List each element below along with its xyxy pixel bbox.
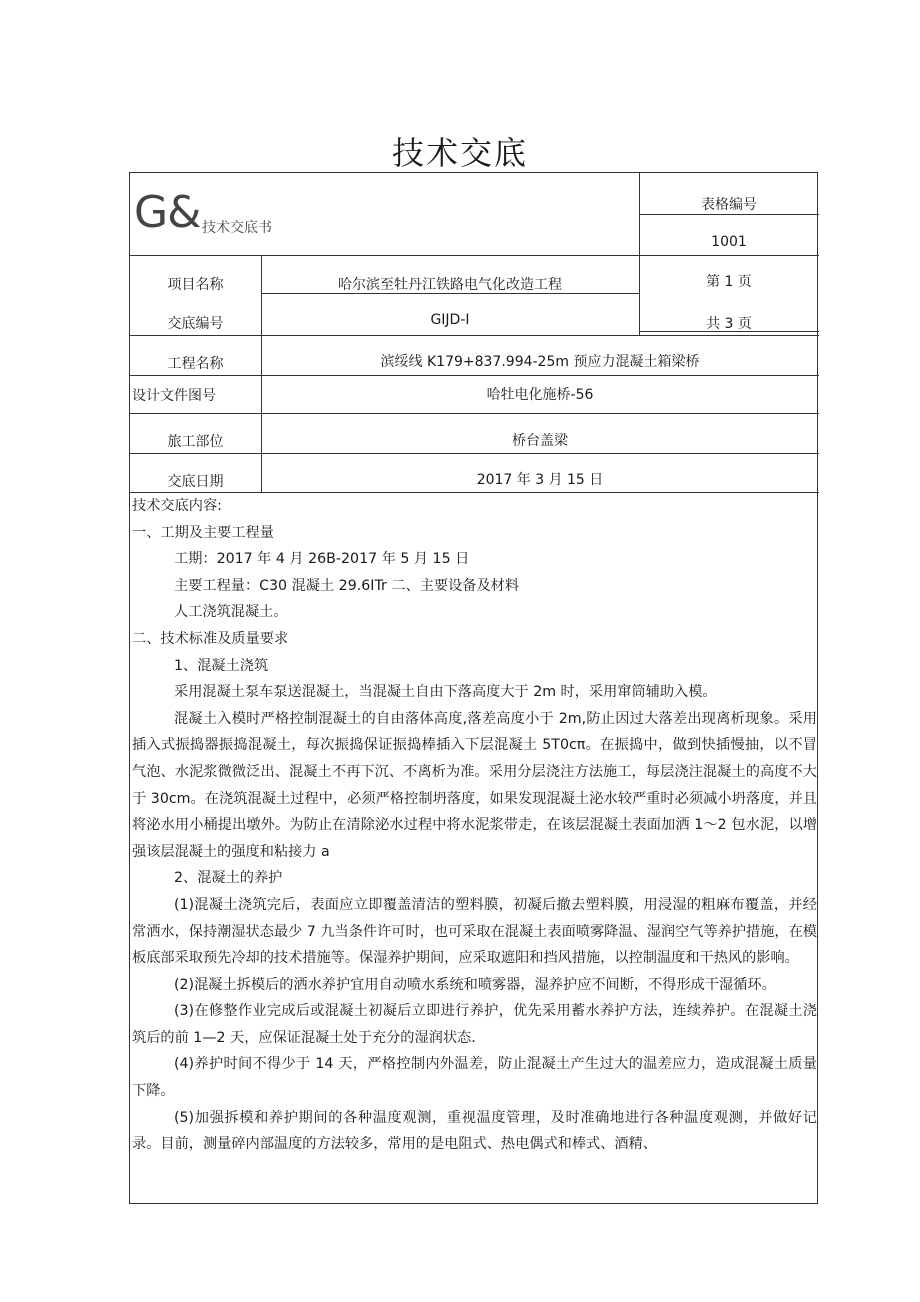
content-paragraph: (1)混凝土浇筑完后，表面应立即覆盖清洁的塑料膜，初凝后撤去塑料膜，用浸湿的粗麻布覆盖，并经常洒水，保持潮湿状态最少 7 九当条件许可时，也可采取在混凝土表面喷雾降温、湿润空气等养护措施，在模板底部采取预先冷却的技术措施等。保湿养护期间，应采取遮阳和挡风措施，以控制温度和干热风的影响。 [132,896,817,967]
divider [130,375,819,376]
content-line: 采用混凝土泵车泵送混凝土，当混凝土自由下落高度大于 2m 时，采用窜筒辅助入模。 [174,684,717,701]
divider [130,255,819,256]
page-total: 共 3 页 [706,316,752,332]
content-line: 二、技术标准及质量要求 [132,630,289,647]
content-paragraph: (5)加强拆模和养护期间的各种温度观测，重视温度管理，及时准确地进行各种温度观测，并做好记录。目前，测量碎内部温度的方法较多，常用的是电阻式、热电偶式和棒式、酒精、 [132,1109,817,1153]
disclosure-content [132,493,817,1158]
work-part-label: 旅工部位 [167,434,224,450]
work-name-label: 工程名称 [167,356,224,372]
content-line: 2、混凝土的养护 [174,870,283,887]
logo-subtitle: 技术交底书 [202,220,272,236]
content-paragraph: (3)在修整作业完成后或混凝土初凝后立即进行养护，优先采用蓄水养护方法，连续养护。在混凝土浇筑后的前 1—2 天，应保证混凝土处于充分的湿润状态. [132,1003,817,1046]
divider [130,335,819,336]
form-number-value: 1001 [711,234,747,250]
divider [130,413,819,414]
disclosure-date-value: 2017 年 3 月 15 日 [476,472,604,488]
project-name-value: 哈尔滨至牡丹江铁路电气化改造工程 [338,277,562,293]
disclosure-date-label: 交底日期 [167,474,224,490]
content-line: 人工浇筑混凝土。 [174,604,288,621]
content-paragraph: 混凝土入模时严格控制混凝土的自由落体高度,落差高度小于 2m,防止因过大落差出现离析现象。采用插入式振捣器振捣混凝土，每次振捣保证振捣棒插入下层混凝土 5T0cπ。在振捣中，做到快插慢抽，以不冒气泡、水泥浆微微泛出、混凝土不再下沉、不离析为准。采用分层浇注方法施工，每层浇注混凝土的高度不大于 30cm。在浇筑混凝土过程中，必须严格控制坍落度，如果发现混凝土泌水较严重时必须减小坍落度，并且将泌水用小桶提出墩外。为防止在清除泌水过程中将水泥浆带走，在该层混凝土表面加洒 1〜2 包水泥，以增强该层混凝土的强度和粘接力 a [132,710,817,860]
disclosure-form [129,172,818,1204]
content-line: 工期：2017 年 4 月 26B-2017 年 5 月 15 日 [174,551,470,568]
disclosure-no-value: GIJD-I [430,312,470,328]
work-name-value: 滨绥线 K179+837.994-25m 预应力混凝土箱梁桥 [380,354,700,370]
page-title: 技术交底 [391,134,528,172]
content-paragraph: (4)养护时间不得少于 14 天，严格控制内外温差，防止混凝土产生过大的温差应力，造成混凝土质量下降。 [132,1056,817,1100]
drawing-no-label: 设计文件图号 [132,388,216,404]
content-paragraph: (2)混凝土拆模后的洒水养护宜用自动喷水系统和喷雾器，湿养护应不间断，不得形成干湿循环。 [174,976,776,993]
divider [130,453,819,454]
content-heading: 技术交底内容: [132,498,222,514]
company-logo: G& [134,187,201,238]
page-current: 第 1 页 [706,274,752,290]
content-line: 主要工程量：C30 混凝土 29.6ITr 二、主要设备及材料 [174,577,520,594]
work-part-value: 桥台盖梁 [512,433,568,449]
disclosure-no-label: 交底编号 [167,316,224,332]
drawing-no-value: 哈牡电化施桥-56 [486,387,594,403]
form-number-label: 表格编号 [701,197,757,213]
content-line: 一、工期及主要工程量 [132,524,274,541]
content-line: 1、混凝土浇筑 [174,657,269,674]
divider [639,214,819,215]
project-name-label: 项目名称 [167,277,224,293]
